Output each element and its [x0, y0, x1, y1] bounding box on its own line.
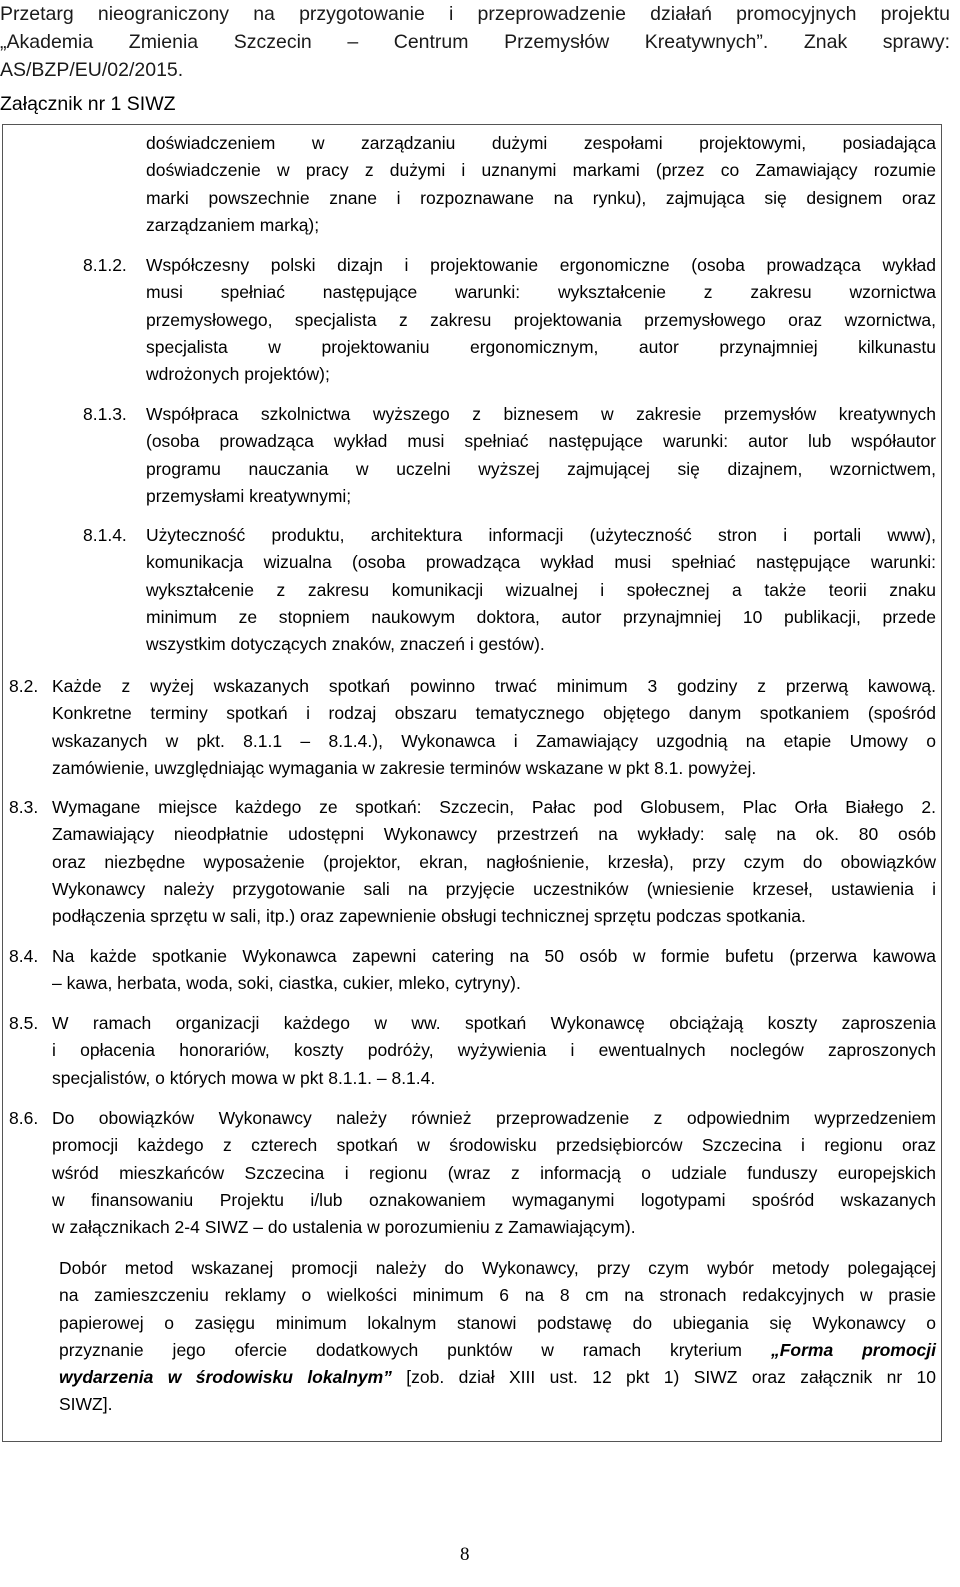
item-number: 8.2.: [9, 676, 39, 696]
item-8-3: Wymagane miejsce każdego ze spotkań: Szczecin, Pałac pod Globusem, Plac Orła Białego 2. Zamawiający nieodpłatnie udostępni Wykonawcy przestrzeń na wykłady: salę na ok. 80 osób oraz niezbędne wyposażenie (projektor, ekran, nagłośnienie, krzesła), przy czym do obowiązków Wykonawcy należy przygotowanie sali na przyjęcie uczestników (wniesienie krzeseł, ustawienia i podłączenia sprzętu w sali, itp.) oraz zapewnienie obsługi technicznej sprzętu podczas spotkania.: [52, 797, 936, 927]
document-header: [0, 0, 950, 84]
page-number: 8: [460, 1544, 470, 1565]
criterion-name: wydarzenia w środowisku lokalnym”: [59, 1367, 392, 1388]
promotion-paragraph: Dobór metod wskazanej promocji należy do Wykonawcy, przy czym wybór metody polegającej na zamieszczeniu reklamy o wielkości minimum 6 na 8 cm na stronach redakcyjnych w prasie papierowej o zasięgu minimum lokalnym stanowi podstawę do ubiegania się Wykonawcy o przyznanie jego ofercie dodatkowych punktów w ramach kryterium „Forma promocji wydarzenia w środowisku lokalnym” [zob. dział XIII ust. 12 pkt 1) SIWZ oraz załącznik nr 10 SIWZ].: [59, 1258, 936, 1415]
item-8-1-2: Współczesny polski dizajn i projektowanie ergonomiczne (osoba prowadząca wykład musi spełniać następujące warunki: wykształcenie z zakresu wzornictwa przemysłowego, specjalista z zakresu projektowania przemysłowego oraz wzornictwa, specjalista w projektowaniu ergonomicznym, autor przynajmniej kilkunastu wdrożonych projektów);: [146, 255, 936, 385]
header-line: Przetarg nieograniczony na przygotowanie i przeprowadzenie działań promocyjnych projektu: [0, 3, 950, 25]
item-number: 8.6.: [9, 1108, 39, 1128]
item-8-1-4: Użyteczność produktu, architektura informacji (użyteczność stron i portali www), komunikacja wizualna (osoba prowadząca wykład musi spełniać następujące warunki: wykształcenie z zakresu komunikacji wizualnej i społecznej a także teorii znaku minimum ze stopniem naukowym doktora, autor przynajmniej 10 publikacji, przede wszystkim dotyczących znaków, znaczeń i gestów).: [146, 525, 936, 655]
item-number: 8.1.3.: [83, 404, 127, 424]
header-line: „Akademia Zmienia Szczecin – Centrum Przemysłów Kreatywnych”. Znak sprawy:: [0, 31, 950, 53]
annex-label: Załącznik nr 1 SIWZ: [0, 93, 176, 115]
item-8-5: W ramach organizacji każdego w ww. spotkań Wykonawcę obciążają koszty zaproszenia i opłacenia honorariów, koszty podróży, wyżywienia i ewentualnych noclegów zaproszonych specjalistów, o których mowa w pkt 8.1.1. – 8.1.4.: [52, 1013, 936, 1088]
item-number: 8.4.: [9, 946, 39, 966]
item-number: 8.1.2.: [83, 255, 127, 275]
item-8-2: Każde z wyżej wskazanych spotkań powinno trwać minimum 3 godziny z przerwą kawową. Konkretne terminy spotkań i rodzaj obszaru tematycznego objętego danym spotkaniem (spośród wskazanych w pkt. 8.1.1 – 8.1.4.), Wykonawca i Zamawiający uzgodnią na etapie Umowy o zamówienie, uwzględniając wymagania w zakresie terminów wskazane w pkt 8.1. powyżej.: [52, 676, 936, 778]
item-8-1-1-continuation: doświadczeniem w zarządzaniu dużymi zespołami projektowymi, posiadająca doświadczenie w pracy z dużymi i uznanymi markami (przez co Zamawiający rozumie marki powszechnie znane i rozpoznawane na rynku), zajmująca się designem oraz zarządzaniem marką);: [146, 133, 936, 235]
item-8-4: Na każde spotkanie Wykonawca zapewni catering na 50 osób w formie bufetu (przerwa kawowa – kawa, herbata, woda, soki, ciastka, cukier, mleko, cytryny).: [52, 946, 936, 994]
header-line: AS/BZP/EU/02/2015.: [0, 59, 184, 81]
item-number: 8.3.: [9, 797, 39, 817]
criterion-name: „Forma promocji: [770, 1339, 936, 1360]
item-8-6: Do obowiązków Wykonawcy należy również przeprowadzenie z odpowiednim wyprzedzeniem promocji każdego z czterech spotkań w środowisku przedsiębiorców Szczecina i regionu oraz wśród mieszkańców Szczecina i regionu (wraz z informacją o udziale funduszy europejskich w finansowaniu Projektu i/lub oznakowaniem wymaganymi logotypami spośród wskazanych w załącznikach 2-4 SIWZ – do ustalenia w porozumieniu z Zamawiającym).: [52, 1108, 936, 1238]
item-number: 8.1.4.: [83, 525, 127, 545]
item-8-1-3: Współpraca szkolnictwa wyższego z biznesem w zakresie przemysłów kreatywnych (osoba prowadząca wykład musi spełniać następujące warunki: autor lub współautor programu nauczania w uczelni wyższej zajmującej się dizajnem, wzornictwem, przemysłami kreatywnymi;: [146, 404, 936, 506]
item-number: 8.5.: [9, 1013, 39, 1033]
